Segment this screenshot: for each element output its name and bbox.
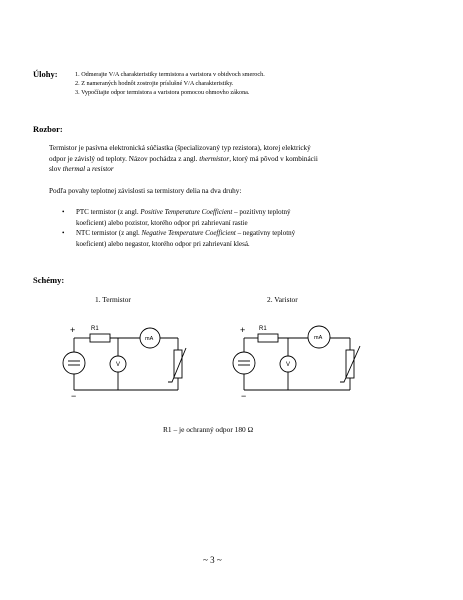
text-run: koeficient) alebo negastor, ktorého odpor pri zahrievaní klesá.	[76, 239, 250, 248]
bullet-dot: •	[62, 208, 65, 216]
analysis-paragraph	[49, 143, 449, 175]
term-resistor: resistor	[91, 165, 114, 173]
tasks-list	[75, 70, 395, 98]
thermistor-circuit-diagram	[50, 318, 200, 404]
text-run: – pozitívny teplotný	[232, 208, 291, 216]
schemes-heading: Schémy:	[33, 275, 65, 285]
types-list	[62, 207, 392, 249]
resistor-r1-icon	[90, 326, 110, 342]
voltage-source-icon	[233, 352, 255, 374]
svg-text:+: +	[240, 325, 246, 335]
text-run: a	[85, 165, 92, 173]
term-ntc: Negative Temperature Coefficient	[141, 229, 236, 237]
ammeter-icon	[140, 328, 160, 348]
list-item	[62, 207, 392, 228]
svg-text:−: −	[71, 391, 77, 401]
varistor-title: 2. Varistor	[267, 295, 298, 304]
analysis-line	[49, 164, 449, 175]
thermistor-icon	[168, 348, 186, 382]
text-run: – negatívny teplotný	[235, 229, 296, 237]
minus-sign	[241, 391, 246, 401]
varistor-circuit-diagram	[220, 318, 370, 404]
page-number: ~ 3 ~	[203, 555, 222, 565]
svg-text:V: V	[116, 362, 121, 368]
text-run: PTC termistor (z angl.	[76, 208, 141, 216]
plus-sign	[70, 325, 75, 335]
analysis-line: Termistor je pasívna elektronická súčiastka (špecializovaný typ rezistora), ktorej elektrický	[49, 144, 311, 152]
voltmeter-icon	[280, 356, 296, 372]
term-thermal: thermal	[62, 165, 86, 173]
task-item: 2. Z nameraných hodnôt zostrojte príslušné V/A charakteristiky.	[75, 80, 234, 88]
varistor-icon	[340, 346, 360, 382]
analysis-line	[49, 154, 449, 165]
text-run: slov	[49, 165, 63, 173]
minus-sign	[71, 391, 76, 401]
text-run: koeficient) alebo pozistor, ktorého odpor pri zahrievaní rastie	[76, 218, 248, 227]
svg-text:+: +	[70, 325, 76, 335]
resistor-note: R1 – je ochranný odpor 180 Ω	[163, 425, 254, 434]
list-item	[62, 228, 392, 249]
task-item: 3. Vypočítajte odpor termistora a varistora pomocou ohmovho zákona.	[75, 89, 250, 97]
text-run: NTC termistor (z angl.	[76, 229, 142, 237]
svg-text:mA: mA	[145, 336, 154, 342]
resistor-r1-icon	[258, 326, 278, 342]
tasks-heading: Úlohy:	[33, 69, 58, 79]
svg-text:V: V	[286, 362, 291, 368]
types-intro: Podľa povahy teplotnej závislosti sa termistory delia na dva druhy:	[49, 187, 242, 195]
voltage-source-icon	[63, 352, 85, 374]
thermistor-title: 1. Termistor	[95, 295, 131, 304]
analysis-heading: Rozbor:	[33, 124, 63, 134]
text-run: odpor je závislý od teploty. Názov pochádza z angl.	[49, 154, 200, 163]
svg-text:−: −	[241, 391, 247, 401]
bullet-dot: •	[62, 229, 65, 237]
ammeter-icon	[308, 326, 330, 348]
text-run: , ktorý má pôvod v kombinácii	[229, 154, 318, 163]
task-item: 1. Odmerajte V/A charakteristiky termistora a varistora v obidvoch smeroch.	[75, 71, 265, 78]
svg-text:R1: R1	[91, 326, 99, 332]
svg-text:mA: mA	[314, 335, 323, 341]
term-ptc: Positive Temperature Coefficient	[140, 208, 233, 216]
svg-text:R1: R1	[259, 326, 267, 332]
voltmeter-icon	[110, 356, 126, 372]
term-thermistor: thermistor	[199, 154, 230, 163]
plus-sign	[240, 325, 245, 335]
